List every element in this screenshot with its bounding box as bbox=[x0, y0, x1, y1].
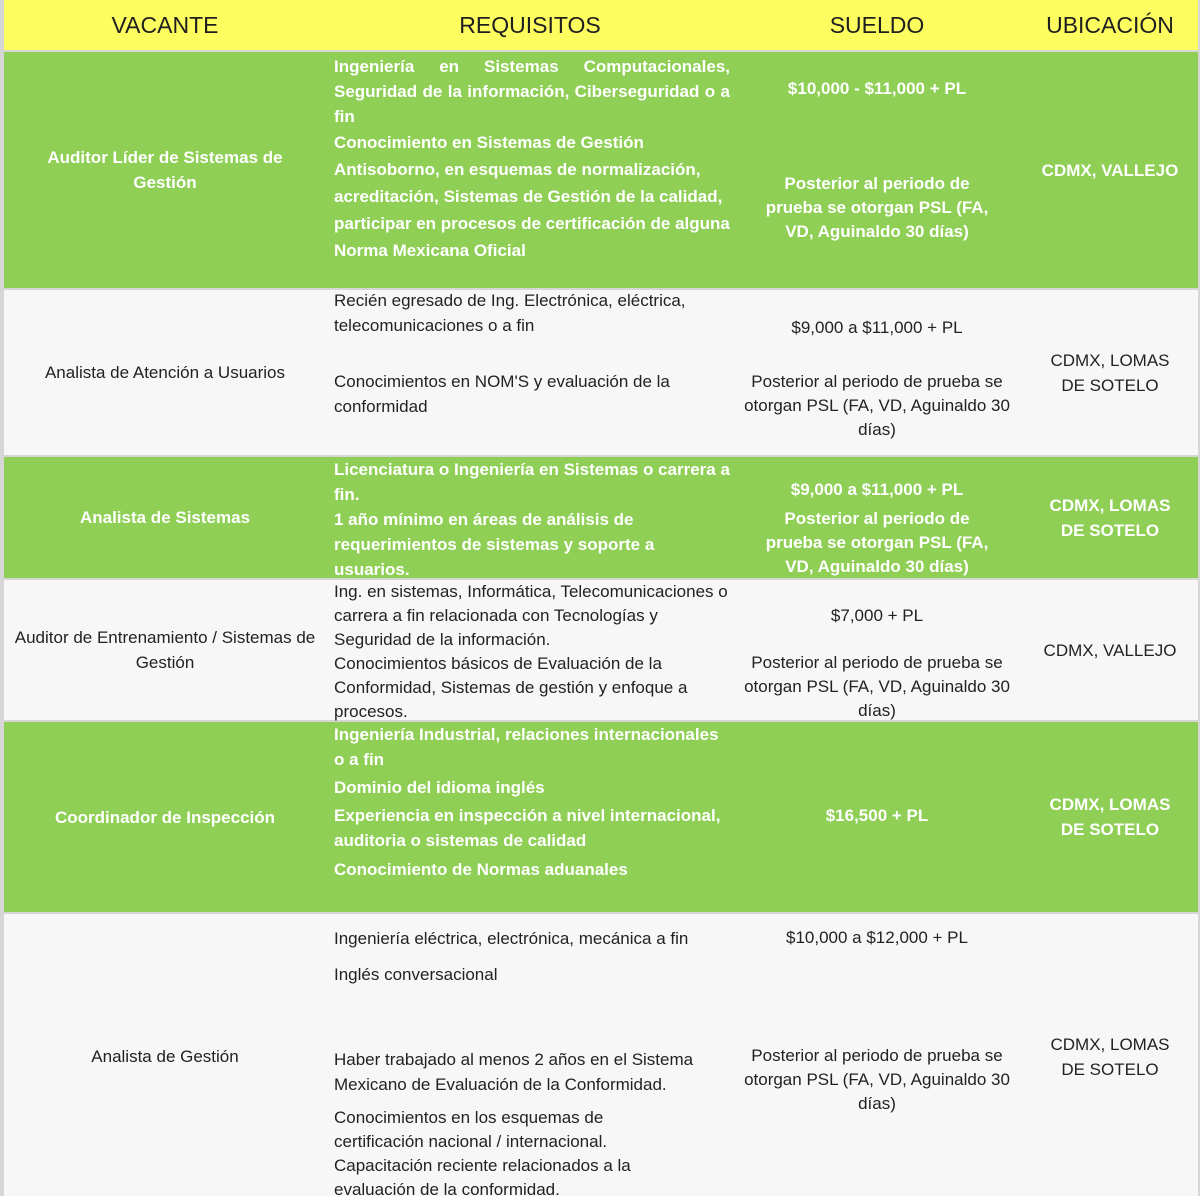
sueldo-cell bbox=[734, 457, 1020, 578]
table-row bbox=[4, 52, 1198, 288]
sueldo-cell bbox=[734, 52, 1020, 288]
ubicacion-cell: CDMX, VALLEJO bbox=[1041, 160, 1179, 180]
requisito-item: Ingeniería Industrial, relaciones internacionales o a fin bbox=[334, 725, 719, 769]
requisito-item: 1 año mínimo en áreas de análisis de requerimientos de sistemas y soporte a usuarios. bbox=[334, 510, 655, 579]
requisito-item: Ing. en sistemas, Informática, Telecomunicaciones o carrera a fin relacionada con Tecnologías y Seguridad de la información. bbox=[334, 582, 728, 649]
requisito-item: Conocimientos en NOM'S y evaluación de la conformidad bbox=[334, 372, 670, 416]
sueldo-amount: $16,500 + PL bbox=[825, 806, 929, 825]
sueldo-cell bbox=[734, 580, 1020, 720]
sueldo-amount: $9,000 a $11,000 + PL bbox=[790, 480, 964, 499]
requisito-item: Haber trabajado al menos 2 años en el Sistema Mexicano de Evaluación de la Conformidad. bbox=[334, 1050, 694, 1094]
requisito-item: Ingeniería en Sistemas Computacionales, Seguridad de la información, Ciberseguridad o a fin bbox=[334, 57, 730, 126]
ubicacion-cell: CDMX, LOMAS DE SOTELO bbox=[1050, 1035, 1170, 1079]
requisito-item: Inglés conversacional bbox=[334, 965, 498, 984]
prestaciones-text: Posterior al periodo de prueba se otorgan PSL (FA, VD, Aguinaldo 30 días) bbox=[744, 1046, 1010, 1113]
requisito-item: Experiencia en inspección a nivel internacional, auditoria o sistemas de calidad bbox=[334, 806, 721, 850]
ubicacion-cell: CDMX, LOMAS DE SOTELO bbox=[1050, 350, 1170, 395]
header-ubicacion: UBICACIÓN bbox=[1046, 11, 1174, 38]
table-row bbox=[4, 580, 1198, 720]
requisitos-cell bbox=[330, 290, 730, 455]
table-header bbox=[4, 0, 1198, 50]
sueldo-cell bbox=[734, 722, 1020, 912]
requisito-item: Dominio del idioma inglés bbox=[334, 778, 545, 797]
requisito-item: Conocimiento en Sistemas de Gestión Antisoborno, en esquemas de normalización, acreditación, Sistemas de Gestión de la calidad, participar en procesos de certificación de alguna Norma Mexicana Oficial bbox=[334, 133, 730, 260]
header-sueldo: SUELDO bbox=[829, 11, 925, 38]
vacante-cell: Coordinador de Inspección bbox=[54, 807, 276, 827]
sueldo-amount: $10,000 a $12,000 + PL bbox=[786, 928, 968, 947]
table-row bbox=[4, 722, 1198, 912]
requisito-item: Conocimientos en los esquemas de certificación nacional / internacional. bbox=[334, 1108, 608, 1151]
prestaciones-text: Posterior al periodo de prueba se otorgan PSL (FA, VD, Aguinaldo 30 días) bbox=[765, 174, 989, 241]
requisitos-cell bbox=[330, 914, 730, 1199]
requisitos-cell bbox=[330, 52, 730, 288]
vacante-cell: Auditor Líder de Sistemas de Gestión bbox=[47, 148, 283, 192]
vacante-cell: Analista de Gestión bbox=[91, 1047, 239, 1066]
sueldo-cell bbox=[734, 290, 1020, 455]
requisito-item: Conocimiento de Normas aduanales bbox=[334, 860, 628, 879]
requisito-item: Ingeniería eléctrica, electrónica, mecánica a fin bbox=[334, 929, 689, 948]
sueldo-amount: $10,000 - $11,000 + PL bbox=[787, 79, 967, 98]
sueldo-amount: $7,000 + PL bbox=[830, 606, 924, 625]
vacante-cell: Auditor de Entrenamiento / Sistemas de Gestión bbox=[14, 628, 316, 672]
sueldo-amount: $9,000 a $11,000 + PL bbox=[791, 318, 963, 337]
vacante-cell: Analista de Sistemas bbox=[79, 508, 251, 527]
table-row bbox=[4, 914, 1198, 1199]
ubicacion-cell: CDMX, LOMAS DE SOTELO bbox=[1049, 495, 1171, 540]
prestaciones-text: Posterior al periodo de prueba se otorgan PSL (FA, VD, Aguinaldo 30 días) bbox=[765, 509, 989, 576]
requisito-item: Licenciatura o Ingeniería en Sistemas o carrera a fin. bbox=[334, 460, 730, 504]
ubicacion-cell: CDMX, LOMAS DE SOTELO bbox=[1049, 795, 1171, 839]
requisitos-cell bbox=[330, 722, 730, 912]
sueldo-cell bbox=[734, 914, 1020, 1196]
table-row bbox=[4, 290, 1198, 455]
requisito-item: Recién egresado de Ing. Electrónica, eléctrica, telecomunicaciones o a fin bbox=[334, 291, 686, 335]
prestaciones-text: Posterior al periodo de prueba se otorgan PSL (FA, VD, Aguinaldo 30 días) bbox=[744, 372, 1010, 439]
header-requisitos: REQUISITOS bbox=[459, 11, 601, 38]
prestaciones-text: Posterior al periodo de prueba se otorgan PSL (FA, VD, Aguinaldo 30 días) bbox=[744, 653, 1010, 720]
requisitos-cell bbox=[330, 457, 730, 578]
header-vacante: VACANTE bbox=[111, 11, 219, 38]
requisito-item: Capacitación reciente relacionados a la evaluación de la conformidad. bbox=[334, 1156, 631, 1199]
ubicacion-cell: CDMX, VALLEJO bbox=[1043, 640, 1177, 660]
requisitos-cell bbox=[330, 580, 730, 720]
requisito-item: Conocimientos básicos de Evaluación de la Conformidad, Sistemas de gestión y enfoque a procesos. bbox=[334, 654, 688, 721]
vacante-cell: Analista de Atención a Usuarios bbox=[44, 363, 286, 382]
table-row bbox=[4, 457, 1198, 578]
